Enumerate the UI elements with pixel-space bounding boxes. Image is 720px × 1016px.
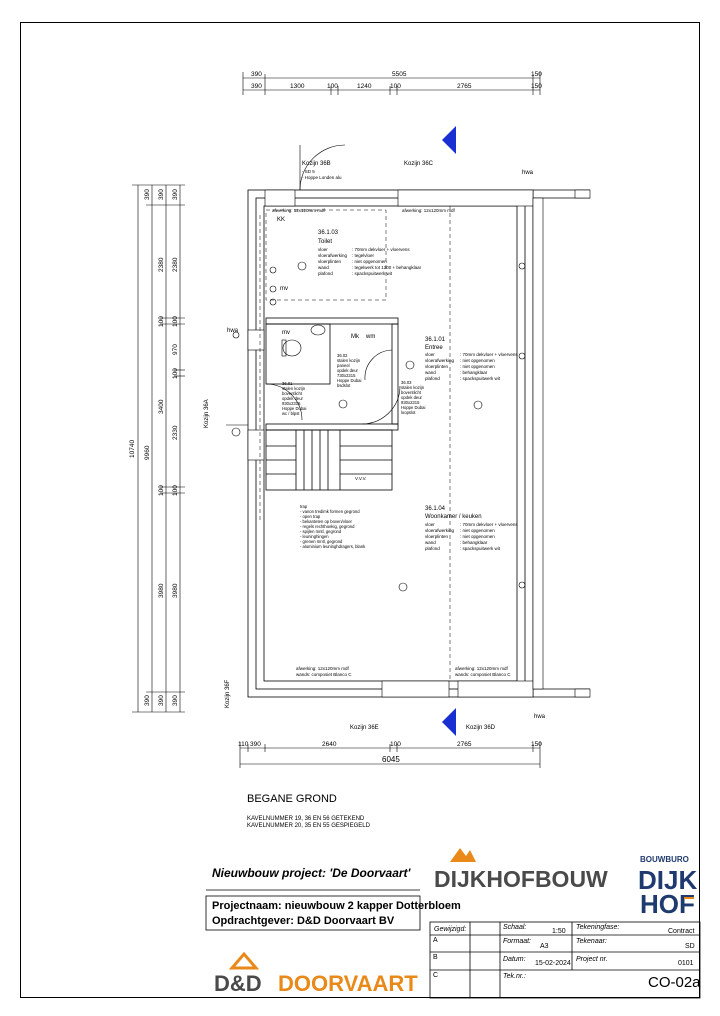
logo-dd: D&D [214,971,262,996]
mk-label: Mk [351,334,359,340]
dd-doorvaart-logo [214,954,418,996]
dim-top2-d: 1240 [357,83,372,90]
dim-top2-f: 2765 [457,83,472,90]
trap-note: - regels rechthoekig, gegrond [300,524,355,529]
kozijn-36a-label: Kozijn 36A [204,399,210,428]
sensor-icon [519,353,525,359]
projectnr-value: 0101 [678,960,694,967]
woonkamer-row-value: : 70mm dekvloer + vloervens [460,522,518,527]
kozijn-36b-note-1: - SD 5 [302,169,315,174]
dim-left3-a: 390 [158,189,165,200]
woonkamer-row-value: : niet opgenomen [460,534,495,539]
afwerking-bottom-right-2: wands: composiet Blanco C [455,672,511,677]
woonkamer-name: Woonkamer / keuken [425,514,482,520]
dim-left3-h: 3980 [158,583,165,598]
project-title: Nieuwbouw project: 'De Doorvaart' [212,866,411,880]
entree-row-label: vloer [425,352,435,357]
dim-left4-d: 2330 [172,425,179,440]
dim-left2-a: 390 [144,189,151,200]
toilet-row-label: vloer [318,247,328,252]
kozijn-36b-label: Kozijn 36B [302,161,331,167]
door-note-1: 930x2315 [282,401,301,406]
door-note-1: boventlicht [282,391,303,396]
toilet-row-value: : 70mm dekvloer + vloervens [352,247,410,252]
trap-note: - bekanteten op boven/vloer [300,519,352,524]
door-note-2: stalen kozijn [337,358,361,363]
trap-note: - open trap [300,514,321,519]
dim-left4-f: 3980 [172,583,179,598]
woonkamer-row-label: wand [425,540,436,545]
afwerking-bottom-left-1: afwerking: 12x120mm mdf [296,666,349,671]
dim-left3-d: 970 [172,344,179,355]
toilet-row-label: vloerplinten [318,259,342,264]
door-note-3: 36.03 [401,380,412,385]
bouwburo-logo [638,855,697,919]
door-note-3: loopslot [401,410,416,415]
dim-left4-e: 100 [172,485,179,496]
afwerking-top-left: afwerking: 12x120mm mdf [272,208,325,213]
dim-left3-e: 100 [172,368,179,379]
kk-label: KK [277,217,286,223]
ceiling-light-icon [399,583,407,591]
toilet-row-value: : tegelvloer [352,253,375,258]
formaat-value: A3 [540,943,549,950]
logo-bouwburo-1: BOUWBURO [640,855,689,864]
trap-note: - spijlen mntl, gegrond [300,529,342,534]
door-note-2: bsdslot [337,383,351,388]
schaal-value: 1:50 [552,928,566,935]
section-marker-top-icon [442,126,456,154]
kozijn-36b-note-2: - Hoppe Londen alu [302,175,342,180]
dim-left2-c: 390 [144,695,151,706]
kozijn-36c-label: Kozijn 36C [404,161,434,167]
logo-doorvaart: DOORVAART [278,971,418,996]
toilet-row-label: wand [318,265,329,270]
dijkhofbouw-logo [434,848,608,892]
toilet-number: 36.1.03 [318,230,339,236]
logo-dijkhofbouw: DIJKHOFBOUW [434,866,608,892]
dim-left4-a: 390 [172,189,179,200]
entree-name: Entree [425,345,443,351]
datum-label: Datum: [503,956,526,963]
roof-icon [450,848,476,862]
entree-row-value: : behangklaar [460,370,488,375]
afwerking-bottom-right-1: afwerking: 12x120mm mdf [455,666,508,671]
afwerking-top-right: afwerking: 12x120mm mdf [402,208,455,213]
door-note-1: Hoppe Dubai [282,406,307,411]
section-marker-bottom-icon [442,708,456,736]
woonkamer-row-label: vloer [425,522,435,527]
logo-bouwburo-3: HOF [640,889,695,919]
valve-icon [270,286,276,292]
dim-left3-b: 2380 [158,257,165,272]
door-note-2: Hoppe Dubai [337,378,362,383]
valve-icon [270,267,276,273]
entree-row-value: : niet opgenomen [460,358,495,363]
dim-left4-g: 390 [172,695,179,706]
hwa-label: hwa [227,328,239,334]
mv-label: mv [280,286,288,292]
revision-b: B [433,954,438,961]
entree-row-value: : spackspuitwerk wit [460,376,501,381]
toilet-row-value: : niet opgenomen [352,259,387,264]
kozijn-36d-label: Kozijn 36D [466,725,496,731]
trap-note: - grenen mntl, gegrond [300,539,343,544]
door-note-3: opdek deur [401,395,422,400]
dim-top2-a: 390 [251,83,262,90]
dim-top1-b: 5505 [392,71,407,78]
trap-note: - aluminium leuninghdragers, blank [300,544,366,549]
dim-top2-e: 100 [390,83,401,90]
toilet-row-label: vloerafwerking [318,253,348,258]
entree-row-label: vloerplinten [425,364,449,369]
wm-label: wm [366,334,376,340]
dim-top2-b: 1300 [290,83,305,90]
toilet-row-value: : tegelwerk tot 1200 + behangklaar [352,265,422,270]
door-note-2: paneel [337,363,350,368]
door-note-3: 930x2315 [401,400,420,405]
hwa-label: hwa [534,714,546,720]
woonkamer-row-label: vloerplinten [425,534,449,539]
dim-bottom-b: 390 [250,741,261,748]
door-swings [226,145,400,425]
ceiling-light-icon [298,262,306,270]
dim-left3-f: 3400 [158,399,165,414]
entree-row-value: : niet opgenomen [460,364,495,369]
sensor-icon [519,582,525,588]
door-note-1: stalen kozijn [282,386,306,391]
sensor-icon [519,263,525,269]
woonkamer-row-value: : spackspuitwerk wit [460,546,501,551]
gewijzigd-label: Gewijzigd: [434,926,467,933]
kozijn-36f-label: Kozijn 36F [225,679,231,708]
afwerking-bottom-left-2: wands: composiet Blanco C [296,672,352,677]
kozijn-36e-label: Kozijn 36E [350,725,379,731]
door-note-2: opdek deur [337,368,358,373]
dim-bottom-c: 2640 [322,741,337,748]
trap-note: trap [300,504,308,509]
project-name: Projectnaam: nieuwbouw 2 kapper Dotterbloem [212,900,461,912]
teknr-label: Tek.nr.: [503,973,526,980]
revision-a: A [433,937,438,944]
dim-left3-c: 100 [158,316,165,327]
dim-left-total: 10740 [129,439,136,458]
door-note-1: wc / blpst [282,411,300,416]
sheet-number: CO-02a [648,974,701,991]
schaal-label: Schaal: [503,924,527,931]
dim-left3-g: 100 [158,485,165,496]
dashed-lines [260,206,450,681]
door-note-3: Hoppe Dubai [401,405,426,410]
dim-left4-c: 100 [172,316,179,327]
roof-icon [232,954,256,968]
datum-value: 15-02-2024 [535,960,571,967]
door-note-2: 730x2315 [337,373,356,378]
tekeningfase-label: Tekeningfase: [576,924,620,931]
entree-row-label: wand [425,370,436,375]
plan-subtitle-1: KAVELNUMMER 19, 36 EN 56 GETEKEND [247,816,365,822]
dim-bottom-d: 100 [390,741,401,748]
revision-c: C [433,972,439,979]
toilet-name: Toilet [318,239,333,245]
dim-bottom-total: 6045 [382,755,400,764]
projectnr-label: Project nr. [576,956,608,963]
smoke-detector-icon [339,400,347,408]
entree-row-label: vloerafwerking [425,358,455,363]
door-note-3: stalen kozijn [401,385,425,390]
valve-icon [232,428,240,436]
formaat-label: Formaat: [503,938,532,945]
tekenaar-label: Tekenaar: [576,938,607,945]
door-note-3: boventlicht [401,390,422,395]
woonkamer-row-value: : niet opgenomen [460,528,495,533]
logo-bouwburo-2: DIJK [638,865,698,895]
trap-note: - leuninghingen [300,534,329,539]
woonkamer-row-label: plafond [425,546,440,551]
woonkamer-number: 36.1.04 [425,506,446,512]
entree-row-label: plafond [425,376,440,381]
dim-bottom-e: 2765 [457,741,472,748]
dim-left4-b: 2380 [172,257,179,272]
dim-top2-g: 150 [531,83,542,90]
entree-number: 36.1.01 [425,337,446,343]
dim-bottom-a: 110 [238,741,249,748]
woonkamer-row-label: vloerafwerking [425,528,455,533]
ceiling-light-icon [474,401,482,409]
woonkamer-row-value: : behangklaar [460,540,488,545]
entree-row-value: : 70mm dekvloer + vloervens [460,352,518,357]
tekenaar-value: SD [685,943,695,950]
dim-top2-c: 100 [327,83,338,90]
door-note-2: 36.02 [337,353,348,358]
door-note-1: opdek deur [282,396,303,401]
toilet-row-label: plafond [318,271,333,276]
plan-title: BEGANE GROND [247,793,337,805]
washbasin-icon [311,325,325,335]
dim-left3-i: 390 [158,695,165,706]
trap-note: - vanon tredimk formen gegrond [300,509,360,514]
plan-subtitle-2: KAVELNUMMER 20, 35 EN 55 GESPIEGELD [247,823,370,829]
dim-left2-b: 9960 [144,445,151,460]
dim-top1-a: 390 [251,71,262,78]
ceiling-light-icon [406,361,414,369]
vvv-label: V.V.V. [355,476,367,481]
mv-label: mv [282,330,290,336]
section-markers [442,126,456,736]
tekeningfase-value: Contract [668,928,695,935]
dim-bottom-f: 150 [531,741,542,748]
client-name: Opdrachtgever: D&D Doorvaart BV [212,915,395,927]
hwa-label: hwa [522,170,534,176]
toilet-row-value: : spackspuitwerk wit [352,271,393,276]
dim-top1-c: 150 [531,71,542,78]
door-note-1: 36.01 [282,381,293,386]
